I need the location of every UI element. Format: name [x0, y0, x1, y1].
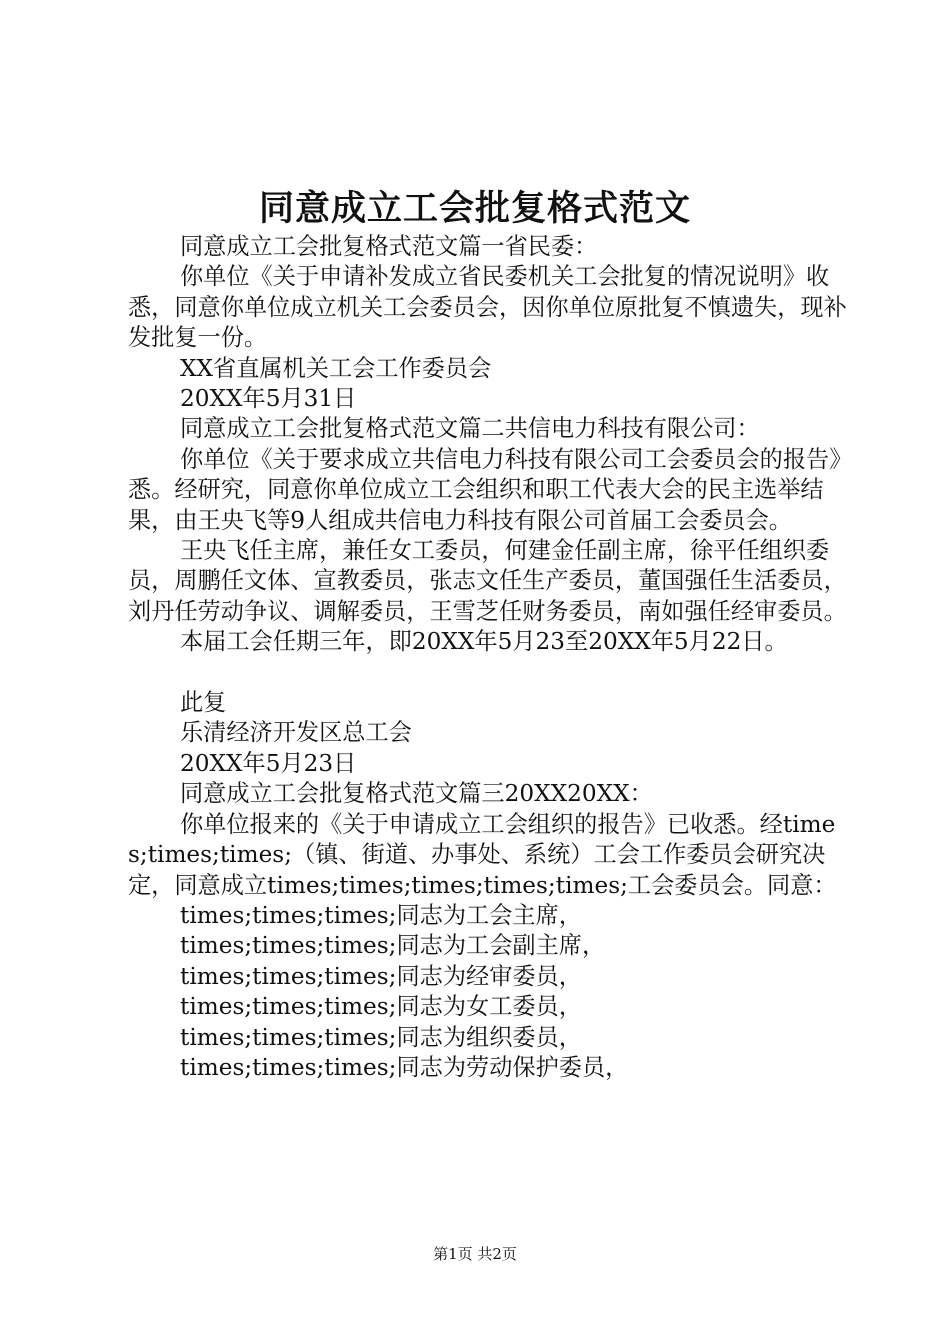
paragraph: 王央飞任主席，兼任女工委员，何建金任副主席，徐平任组织委员，周鹏任文体、宣教委员，张志文任生产委员，董国强任生活委员，刘丹任劳动争议、调解委员，王雪芝任财务委员，南如强任经审委员。 [128, 537, 847, 625]
paragraph: times;times;times;同志为女工委员， [180, 993, 582, 1021]
paragraph: 你单位《关于申请补发成立省民委机关工会批复的情况说明》收悉，同意你单位成立机关工会委员会，因你单位原批复不慎遗失，现补发批复一份。 [128, 263, 847, 352]
paragraph: times;times;times;同志为组织委员， [180, 1023, 582, 1051]
paragraph: times;times;times;同志为经审委员， [180, 962, 582, 990]
paragraph: 20XX年5月31日 [180, 385, 357, 413]
paragraph: times;times;times;同志为工会主席， [180, 901, 582, 929]
page-footer: 第1页 共2页 [433, 1245, 517, 1263]
paragraph: 20XX年5月23日 [180, 749, 357, 777]
paragraph: 此复 [180, 689, 227, 717]
document-body [128, 232, 848, 1083]
paragraph: 乐清经济开发区总工会 [180, 719, 412, 747]
paragraph: XX省直属机关工会工作委员会 [180, 354, 492, 382]
document-title: 同意成立工会批复格式范文 [258, 188, 691, 229]
blank-line [128, 658, 848, 688]
paragraph: times;times;times;同志为工会副主席， [180, 932, 606, 960]
paragraph: 本届工会任期三年，即20XX年5月23至20XX年5月22日。 [180, 628, 788, 656]
paragraph: 你单位《关于要求成立共信电力科技有限公司工会委员会的报告》悉。经研究，同意你单位成立工会组织和职工代表大会的民主选举结果，由王央飞等9人组成共信电力科技有限公司首届工会委员会。 [128, 445, 841, 534]
paragraph: 同意成立工会批复格式范文篇二共信电力科技有限公司： [180, 415, 760, 443]
paragraph: 同意成立工会批复格式范文篇一省民委： [180, 233, 598, 260]
paragraph: 同意成立工会批复格式范文篇三20XX20XX： [180, 780, 653, 808]
paragraph: times;times;times;同志为劳动保护委员， [180, 1053, 629, 1081]
paragraph: 你单位报来的《关于申请成立工会组织的报告》已收悉。经times;times;times;（镇、街道、办事处、系统）工会工作委员会研究决定，同意成立times;times;times;times;times;工会委员会。同意： [128, 810, 837, 899]
